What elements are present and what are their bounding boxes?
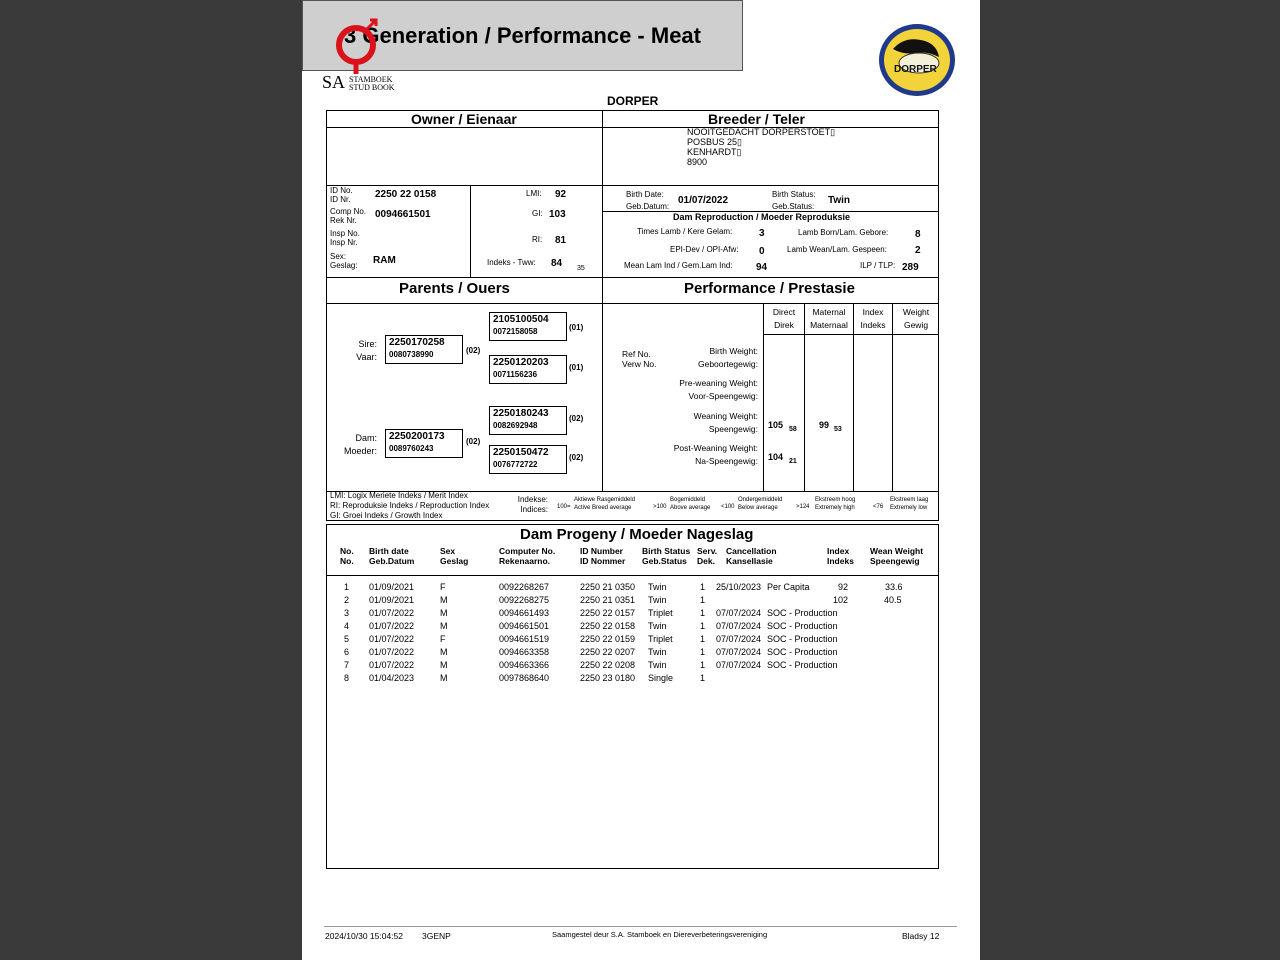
- cell-serv: 1: [700, 595, 706, 605]
- col-header-birthdate: Birth date Geb.Datum: [369, 546, 415, 566]
- cell-id: 2250 22 0157: [580, 608, 636, 618]
- cell-cdate: 07/07/2024: [716, 660, 762, 670]
- legend-key-gt124: >124: [796, 504, 810, 510]
- cell-serv: 1: [700, 634, 706, 644]
- tww-value: 84: [551, 258, 563, 269]
- cell-sex: M: [440, 621, 448, 631]
- cell-index: 102: [832, 595, 848, 605]
- table-row: [326, 621, 938, 634]
- cell-cdate: 07/07/2024: [716, 634, 762, 644]
- lmi-label: LMI:: [526, 189, 542, 198]
- sire-comp: 0080738990: [389, 350, 434, 359]
- logo-sa-text: SA: [322, 72, 346, 92]
- progeny-header-row: [326, 546, 939, 572]
- id-label: ID No. ID Nr.: [330, 186, 353, 204]
- cell-status: Single: [648, 673, 674, 683]
- cell-serv: 1: [700, 608, 706, 618]
- cell-sex: F: [440, 582, 446, 592]
- cell-cdate: 07/07/2024: [716, 621, 762, 631]
- lamb-born-label: Lamb Born/Lam. Gebore:: [798, 228, 889, 237]
- tww-label: Indeks - Tww:: [487, 258, 536, 267]
- sire-sire-box: [489, 312, 567, 341]
- cell-no: 5: [344, 634, 350, 644]
- cell-status: Twin: [648, 647, 667, 657]
- legend-key-gt100-desc: Bogemiddeld Above average: [670, 497, 711, 511]
- logo-studbook-text: STUD BOOK: [349, 83, 395, 92]
- breeder-address: [687, 127, 835, 167]
- birth-status-value: Twin: [828, 195, 851, 206]
- cell-sex: M: [440, 595, 448, 605]
- dam-sire-comp: 0082692948: [493, 421, 538, 430]
- cell-no: 6: [344, 647, 350, 657]
- dam-dam-comp: 0076772722: [493, 460, 538, 469]
- col-direct-header: Direct Direk: [772, 307, 796, 330]
- footer-page: Bladsy 12: [902, 931, 940, 941]
- legend-indices-label: Indekse: Indices:: [517, 495, 548, 514]
- owner-heading: Owner / Eienaar: [411, 111, 517, 127]
- cell-date: 01/07/2022: [369, 634, 415, 644]
- cell-id: 2250 22 0207: [580, 647, 636, 657]
- col-header-no: No. No.: [340, 546, 354, 566]
- dorper-logo: [877, 23, 957, 98]
- table-row: [326, 595, 938, 608]
- ri-value: 81: [555, 235, 567, 246]
- cell-wean: 33.6: [885, 582, 903, 592]
- cell-sex: M: [440, 673, 448, 683]
- lmi-value: 92: [555, 189, 567, 200]
- lamb-born-value: 8: [915, 229, 921, 240]
- col-header-compno: Computer No. Rekenaarno.: [499, 546, 556, 566]
- cell-status: Triplet: [648, 634, 673, 644]
- epi-label: EPI-Dev / OPI-Afw:: [670, 245, 739, 254]
- legend-key-100-desc: Aktiewe Rasgemiddeld Active Breed average: [574, 497, 636, 511]
- pow-direct-sub: 21: [789, 458, 797, 465]
- comp-label: Comp No. Rek Nr.: [330, 207, 367, 225]
- ilp-value: 289: [902, 262, 919, 273]
- cell-date: 01/04/2023: [369, 673, 415, 683]
- sex-value: RAM: [373, 255, 396, 266]
- cell-status: Twin: [648, 582, 667, 592]
- cell-sex: F: [440, 634, 446, 644]
- dam-sire-id: 2250180243: [493, 408, 549, 419]
- cell-status: Twin: [648, 660, 667, 670]
- mean-lam-label: Mean Lam Ind / Gem.Lam Ind:: [624, 261, 733, 270]
- table-row: [326, 608, 938, 621]
- insp-label: Insp No. Insp Nr.: [330, 229, 360, 247]
- footer-compiled: Saamgestel deur S.A. Stamboek en Diereverbeteringsvereniging: [552, 930, 768, 939]
- cell-sex: M: [440, 608, 448, 618]
- cell-cdate: 07/07/2024: [716, 608, 762, 618]
- report-title: 3 Generation / Performance - Meat: [302, 0, 743, 71]
- cell-cdate: 25/10/2023: [716, 582, 762, 592]
- logo-dorper-text: DORPER: [894, 64, 937, 75]
- breeder-line: POSBUS 25▯: [687, 137, 742, 147]
- sire-sire-code: (01): [569, 323, 584, 332]
- cell-comp: 0094661493: [499, 608, 550, 618]
- epi-value: 0: [759, 246, 765, 257]
- sire-id: 2250170258: [389, 337, 445, 348]
- table-row: [326, 647, 938, 660]
- cell-id: 2250 21 0350: [580, 582, 636, 592]
- cell-serv: 1: [700, 621, 706, 631]
- weaning-label: Weaning Weight: Speengewig:: [693, 411, 758, 434]
- sire-sire-id: 2105100504: [493, 314, 549, 325]
- cell-creason: SOC - Production: [767, 608, 838, 618]
- cell-id: 2250 22 0159: [580, 634, 636, 644]
- dam-dam-id: 2250150472: [493, 447, 549, 458]
- cell-date: 01/07/2022: [369, 608, 415, 618]
- performance-heading: Performance / Prestasie: [684, 280, 855, 297]
- cell-id: 2250 22 0158: [580, 621, 636, 631]
- legend-key-lt100-desc: Ondergemiddeld Below average: [738, 497, 783, 511]
- id-value: 2250 22 0158: [375, 189, 437, 200]
- pow-direct-value: 104: [768, 452, 784, 462]
- legend-key-lt100: <100: [721, 504, 735, 510]
- dam-repro-title: Dam Reproduction / Moeder Reproduksie: [673, 212, 851, 222]
- cell-sex: M: [440, 660, 448, 670]
- sire-code: (02): [466, 346, 481, 355]
- cell-no: 7: [344, 660, 350, 670]
- mean-lam-value: 94: [756, 262, 768, 273]
- cell-date: 01/09/2021: [369, 582, 415, 592]
- cell-creason: SOC - Production: [767, 634, 838, 644]
- cell-date: 01/07/2022: [369, 660, 415, 670]
- legend-gi: GI: Groei Indeks / Growth Index: [330, 511, 443, 520]
- ww-maternal-sub: 53: [834, 426, 842, 433]
- breed-label: DORPER: [607, 94, 659, 108]
- cell-no: 3: [344, 608, 350, 618]
- sire-label: Sire: Vaar:: [356, 339, 377, 362]
- cell-id: 2250 22 0208: [580, 660, 636, 670]
- cell-id: 2250 21 0351: [580, 595, 636, 605]
- document-page: [302, 0, 980, 960]
- cell-status: Triplet: [648, 608, 673, 618]
- col-header-birthstatus: Birth Status Geb.Status: [642, 546, 691, 566]
- cell-serv: 1: [700, 647, 706, 657]
- cell-date: 01/07/2022: [369, 647, 415, 657]
- ri-label: RI:: [532, 235, 543, 244]
- legend-key-lt76: <76: [873, 504, 884, 510]
- comp-value: 0094661501: [375, 209, 431, 220]
- birth-date-value: 01/07/2022: [678, 195, 729, 206]
- breeder-line: 8900: [687, 157, 708, 167]
- post-weaning-label: Post-Weaning Weight: Na-Speengewig:: [673, 443, 758, 466]
- cell-creason: SOC - Production: [767, 621, 838, 631]
- lamb-wean-value: 2: [915, 245, 921, 256]
- legend-key-gt124-desc: Ekstreem hoog Extremely high: [815, 497, 856, 511]
- sex-label: Sex: Geslag:: [330, 252, 358, 270]
- dam-box: [385, 429, 463, 458]
- legend-key-lt76-desc: Ekstreem laag Extremely low: [890, 497, 929, 511]
- cell-comp: 0094663366: [499, 660, 550, 670]
- cell-no: 2: [344, 595, 350, 605]
- times-lamb-label: Times Lamb / Kere Gelam:: [637, 227, 733, 236]
- table-row: [326, 582, 938, 595]
- cell-no: 4: [344, 621, 350, 631]
- cell-sex: M: [440, 647, 448, 657]
- col-header-wean: Wean Weight Speengewig: [870, 546, 924, 566]
- progeny-table-body: [326, 582, 939, 692]
- sire-dam-id: 2250120203: [493, 357, 549, 368]
- gi-value: 103: [549, 209, 566, 220]
- cell-id: 2250 23 0180: [580, 673, 636, 683]
- sire-dam-code: (01): [569, 363, 584, 372]
- ww-direct-value: 105: [768, 420, 784, 430]
- dam-code: (02): [466, 437, 481, 446]
- cell-comp: 0094661519: [499, 634, 550, 644]
- cell-date: 01/09/2021: [369, 595, 415, 605]
- cell-no: 1: [344, 582, 350, 592]
- cell-comp: 0094663358: [499, 647, 550, 657]
- footer-datetime: 2024/10/30 15:04:52: [325, 931, 403, 941]
- breeder-line: NOOITGEDACHT DORPERSTOET▯: [687, 127, 836, 137]
- table-row: [326, 673, 938, 686]
- col-header-index: Index Indeks: [827, 546, 854, 566]
- tww-sub: 35: [577, 265, 585, 272]
- dam-id: 2250200173: [389, 431, 445, 442]
- sire-dam-comp: 0071156236: [493, 370, 538, 379]
- cell-creason: Per Capita: [767, 582, 810, 592]
- cell-index: 92: [837, 582, 848, 592]
- sire-box: [385, 335, 463, 364]
- cell-date: 01/07/2022: [369, 621, 415, 631]
- logo-stamboek-text: STAMBOEK: [349, 75, 393, 84]
- birth-date-label: Birth Date: Geb.Datum:: [626, 190, 670, 211]
- legend-key-gt100: >100: [653, 504, 667, 510]
- birth-status-label: Birth Status: Geb.Status:: [772, 190, 816, 211]
- times-lamb-value: 3: [759, 228, 765, 239]
- dam-label: Dam: Moeder:: [343, 433, 377, 456]
- cell-comp: 0097868640: [499, 673, 550, 683]
- sire-dam-box: [489, 355, 567, 384]
- birth-weight-label: Birth Weight: Geboortegewig:: [697, 346, 758, 369]
- col-header-sex: Sex Geslag: [440, 546, 469, 566]
- ww-maternal-value: 99: [819, 420, 830, 430]
- cell-status: Twin: [648, 595, 667, 605]
- col-header-cancellation: Cancellation Kansellasie: [726, 546, 777, 566]
- parents-heading: Parents / Ouers: [399, 280, 510, 297]
- dam-sire-box: [489, 406, 567, 435]
- dam-dam-code: (02): [569, 453, 584, 462]
- cell-comp: 0094661501: [499, 621, 550, 631]
- cell-serv: 1: [700, 660, 706, 670]
- lamb-wean-label: Lamb Wean/Lam. Gespeen:: [787, 245, 887, 254]
- dam-comp: 0089760243: [389, 444, 434, 453]
- cell-comp: 0092268267: [499, 582, 550, 592]
- legend-key-100: 100=: [557, 504, 571, 510]
- progeny-heading: Dam Progeny / Moeder Nageslag: [520, 526, 754, 543]
- cell-cdate: 07/07/2024: [716, 647, 762, 657]
- sa-studbook-logo: [322, 18, 398, 94]
- table-row: [326, 634, 938, 647]
- col-weight-header: Weight Gewig: [902, 307, 930, 330]
- breeder-line: KENHARDT▯: [687, 147, 742, 157]
- dorper-sheep-icon: [877, 23, 957, 98]
- breeder-heading: Breeder / Teler: [708, 111, 806, 127]
- cell-wean: 40.5: [884, 595, 902, 605]
- cell-comp: 0092268275: [499, 595, 550, 605]
- col-index-header: Index Indeks: [860, 307, 886, 330]
- cell-no: 8: [344, 673, 350, 683]
- cell-creason: SOC - Production: [767, 660, 838, 670]
- ref-label: Ref No. Verw No.: [622, 349, 657, 369]
- col-maternal-header: Maternal Maternaal: [810, 307, 848, 330]
- col-header-idno: ID Number ID Nommer: [580, 546, 626, 566]
- table-row: [326, 660, 938, 673]
- cell-serv: 1: [700, 582, 706, 592]
- cell-status: Twin: [648, 621, 667, 631]
- cell-creason: SOC - Production: [767, 647, 838, 657]
- legend-lmi: LMI: Logix Meriete Indeks / Merit Index: [330, 491, 468, 500]
- pre-weaning-label: Pre-weaning Weight: Voor-Speengewig:: [679, 378, 758, 401]
- sire-sire-comp: 0072158058: [493, 327, 538, 336]
- col-header-serv: Serv. Dek.: [697, 546, 718, 566]
- dam-dam-box: [489, 445, 567, 474]
- dam-sire-code: (02): [569, 414, 584, 423]
- ww-direct-sub: 58: [789, 426, 797, 433]
- gi-label: GI:: [532, 209, 543, 218]
- cell-serv: 1: [700, 673, 706, 683]
- ilp-label: ILP / TLP:: [860, 261, 896, 270]
- footer-code: 3GENP: [422, 931, 451, 941]
- legend-ri: RI: Reproduksie Indeks / Reproduction Index: [330, 501, 490, 510]
